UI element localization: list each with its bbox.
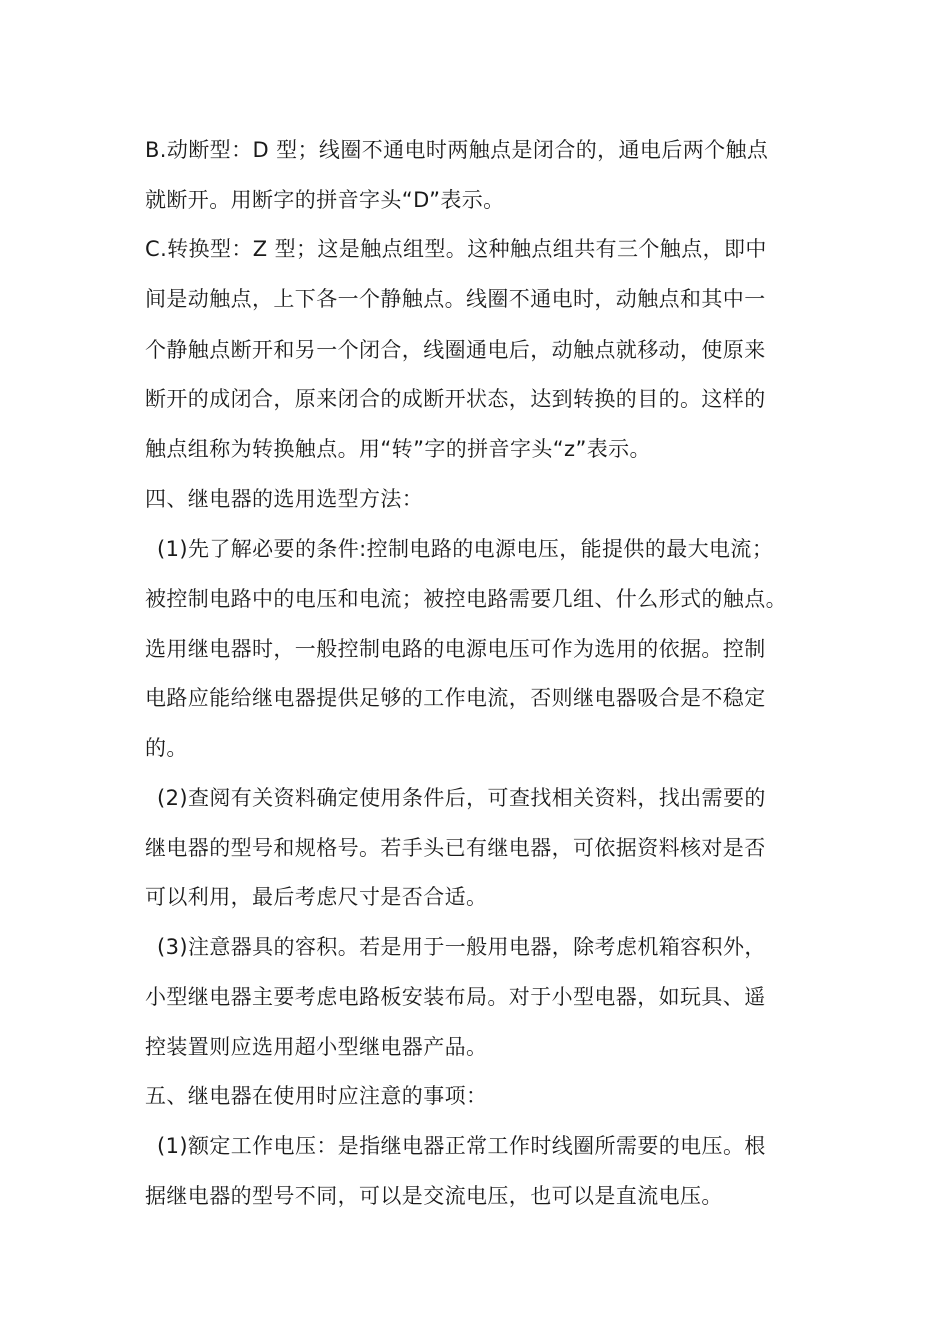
text-line: 可以利用，最后考虑尺寸是否合适。 xyxy=(145,885,488,909)
text-line: 电路应能给继电器提供足够的工作电流，否则继电器吸合是不稳定 xyxy=(145,686,766,710)
text-line: 选用继电器时，一般控制电路的电源电压可作为选用的依据。控制 xyxy=(145,637,766,661)
text-line: 继电器的型号和规格号。若手头已有继电器，可依据资料核对是否 xyxy=(145,836,766,860)
text-line: 触点组称为转换触点。用“转”字的拼音字头“z”表示。 xyxy=(145,437,651,461)
text-line: 控装置则应选用超小型继电器产品。 xyxy=(145,1035,488,1059)
section-heading: 五、继电器在使用时应注意的事项： xyxy=(145,1084,488,1108)
text-line: 据继电器的型号不同，可以是交流电压，也可以是直流电压。 xyxy=(145,1184,723,1208)
section-heading: 四、继电器的选用选型方法： xyxy=(145,487,424,511)
text-line: (3)注意器具的容积。若是用于一般用电器，除考虑机箱容积外， xyxy=(157,935,766,959)
text-line: B.动断型：D 型；线圈不通电时两触点是闭合的，通电后两个触点 xyxy=(145,138,769,162)
text-line: 间是动触点，上下各一个静触点。线圈不通电时，动触点和其中一 xyxy=(145,287,766,311)
text-line: (2)查阅有关资料确定使用条件后，可查找相关资料，找出需要的 xyxy=(157,786,766,810)
text-line: 个静触点断开和另一个闭合，线圈通电后，动触点就移动，使原来 xyxy=(145,338,766,362)
text-line: 小型继电器主要考虑电路板安装布局。对于小型电器，如玩具、遥 xyxy=(145,985,766,1009)
text-line: 就断开。用断字的拼音字头“D”表示。 xyxy=(145,188,505,212)
text-line: (1)先了解必要的条件:控制电路的电源电压，能提供的最大电流； xyxy=(157,537,774,561)
text-line: C.转换型：Z 型；这是触点组型。这种触点组共有三个触点，即中 xyxy=(145,237,767,261)
text-line: 断开的成闭合，原来闭合的成断开状态，达到转换的目的。这样的 xyxy=(145,387,766,411)
text-line: 被控制电路中的电压和电流；被控电路需要几组、什么形式的触点。 xyxy=(145,587,787,611)
text-line: 的。 xyxy=(145,736,188,760)
text-line: (1)额定工作电压：是指继电器正常工作时线圈所需要的电压。根 xyxy=(157,1134,766,1158)
